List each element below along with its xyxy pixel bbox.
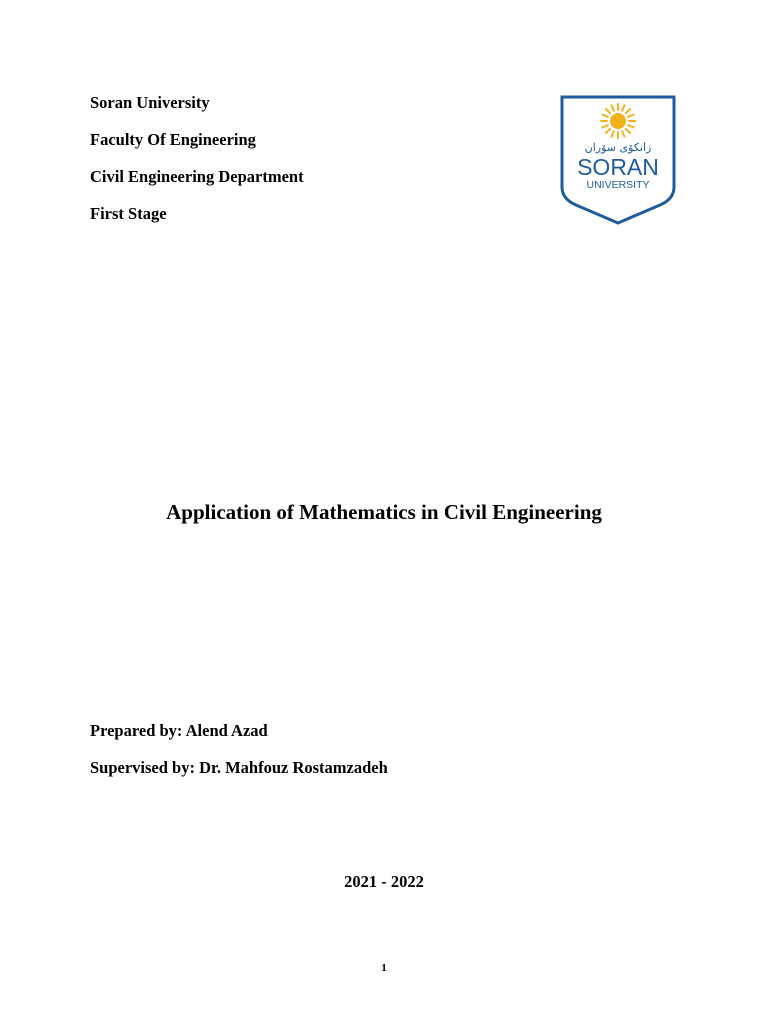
- logo-name-line1: SORAN: [577, 154, 659, 180]
- department-name: Civil Engineering Department: [90, 167, 304, 186]
- page-number: 1: [381, 962, 387, 974]
- academic-year: 2021 - 2022: [344, 872, 424, 891]
- soran-university-logo-icon: [560, 95, 676, 225]
- logo-name-line2: UNIVERSITY: [586, 179, 650, 191]
- soran-university-logo: [560, 95, 676, 225]
- credits-block: [90, 720, 388, 794]
- sun-icon: [601, 104, 635, 138]
- institution-header: [90, 92, 304, 240]
- stage-label: First Stage: [90, 204, 167, 223]
- prepared-by: Prepared by: Alend Azad: [90, 721, 268, 740]
- faculty-name: Faculty Of Engineering: [90, 130, 256, 149]
- logo-arabic-text: زانكۆی سۆران: [584, 141, 652, 154]
- supervised-by: Supervised by: Dr. Mahfouz Rostamzadeh: [90, 758, 388, 777]
- document-title: Application of Mathematics in Civil Engineering: [166, 500, 602, 524]
- university-name: Soran University: [90, 93, 210, 112]
